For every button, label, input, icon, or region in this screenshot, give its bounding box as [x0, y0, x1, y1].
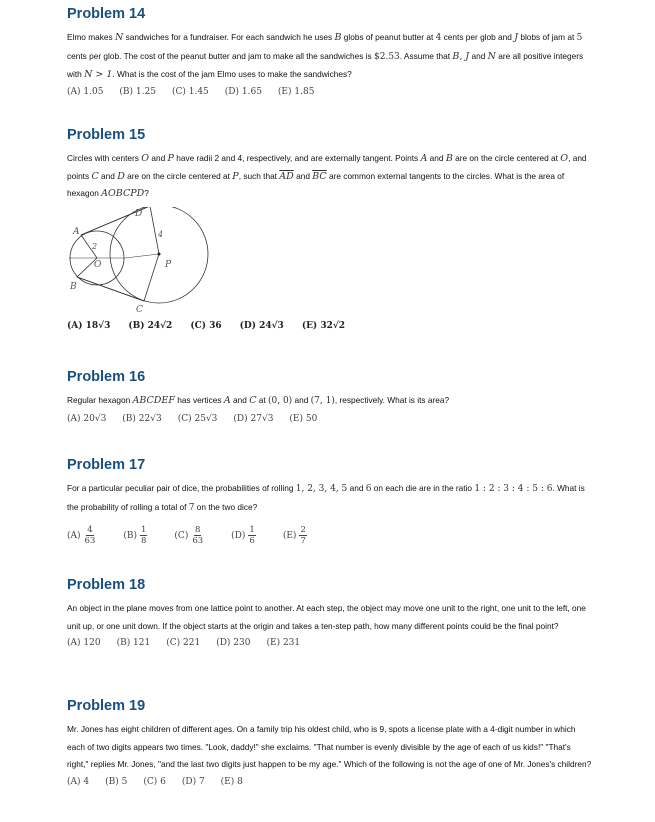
- choice-e: (E) 231: [266, 638, 301, 648]
- center-p-dot: [158, 252, 161, 255]
- choice-d: (D) 24√3: [239, 320, 284, 331]
- problem-title: Problem 17: [67, 457, 146, 473]
- label-b: B: [70, 281, 77, 292]
- choice-d: (D) $\frac{1}{6}$: [231, 525, 255, 546]
- answer-choices: [67, 638, 592, 648]
- choice-b: (B) 121: [116, 638, 151, 648]
- tangent-circles-diagram: [67, 207, 217, 315]
- problem-16: [67, 369, 592, 424]
- label-radius-p: 4: [158, 229, 164, 239]
- choice-c: (C) 221: [166, 638, 201, 648]
- problem-title: Problem 16: [67, 369, 146, 385]
- choice-c: (C) 25√3: [177, 413, 218, 424]
- problem-title: Problem 15: [67, 127, 146, 143]
- label-d: D: [135, 208, 143, 219]
- choice-a: (A) 4: [67, 776, 90, 787]
- choice-e: (E) 8: [220, 776, 243, 787]
- choice-e: (E) 32√2: [301, 320, 346, 331]
- problem-19: [67, 698, 592, 787]
- choice-b: (B) 1.25: [119, 86, 156, 97]
- choice-a: (A) 120: [67, 638, 101, 648]
- problem-title: Problem 14: [67, 6, 146, 22]
- problem-17: [67, 457, 592, 546]
- choice-d: (D) 7: [181, 776, 205, 787]
- answer-choices: [67, 777, 592, 787]
- problem-18: [67, 577, 592, 648]
- label-p: P: [165, 259, 172, 270]
- answer-choices: [67, 87, 592, 97]
- label-a: A: [73, 226, 80, 237]
- choice-b: (B) 22√3: [122, 413, 162, 424]
- choice-e: (E) 50: [289, 413, 318, 424]
- answer-choices: [67, 321, 592, 331]
- choice-b: (B) 5: [105, 776, 128, 787]
- problem-text: For a particular peculiar pair of dice, the probabilities of rolling 1, 2, 3, 4, 5 and 6 on each die are in the ratio 1 : 2 : 3 : 4 : 5 : 6. What is the probability of rolling a total of 7 on the two dice?: [67, 483, 585, 513]
- answer-choices: [67, 525, 592, 546]
- answer-choices: [67, 414, 592, 424]
- problem-text: Circles with centers O and P have radii 2 and 4, respectively, and are externally tangent. Points A and B are on the circle centered at O, and points C and D are on the circle centered at P, such that $\overline{AD}$ and $\overline{BC}$ are common external tangents to the circles. What is the area of hexagon AOBCPD?: [67, 153, 587, 199]
- label-o: O: [94, 259, 102, 270]
- choice-a: (A) $\frac{4}{63}$: [67, 525, 96, 546]
- choice-a: (A) 18√3: [67, 320, 111, 331]
- problem-text: Elmo makes N sandwiches for a fundraiser. For each sandwich he uses B globs of peanut butter at 4 cents per glob and J blobs of jam at 5 cents per glob. The cost of the peanut butter and jam to make all the sandwiches is $2.53. Assume that B, J and N are all positive integers with N > 1. What is the cost of the jam Elmo uses to make the sandwiches?: [67, 32, 584, 80]
- choice-c: (C) $\frac{8}{63}$: [174, 525, 204, 546]
- choice-c: (C) 36: [190, 320, 222, 331]
- problem-text: An object in the plane moves from one lattice point to another. At each step, the object may move one unit to the right, one unit to the left, one unit up, or one unit down. If the object starts at the origin and takes a ten-step path, how many different points could be the final point?: [67, 603, 586, 631]
- center-line-p: [125, 254, 159, 258]
- choice-b: (B) $\frac{1}{8}$: [123, 525, 147, 546]
- label-c: C: [136, 304, 143, 315]
- choice-e: (E) 1.85: [277, 86, 315, 97]
- choice-a: (A) 1.05: [67, 86, 104, 97]
- problem-text: Mr. Jones has eight children of different ages. On a family trip his oldest child, who is 9, spots a license plate with a 4-digit number in which each of two digits appears two times. "Look, daddy!" she exclaims. "That number is evenly divisible by the age of each of us kids!" "That's right," replies Mr. Jones, "and the last two digits just happen to be my age." Which of the following is not the age of one of Mr. Jones's children?: [67, 724, 592, 769]
- choice-a: (A) 20√3: [67, 413, 107, 424]
- choice-d: (D) 27√3: [233, 413, 274, 424]
- choice-b: (B) 24√2: [128, 320, 173, 331]
- problem-15: [67, 127, 592, 331]
- hexagon-aobcpd: [77, 207, 159, 301]
- problem-title: Problem 19: [67, 698, 146, 714]
- problem-14: [67, 6, 592, 97]
- label-radius-o: 2: [92, 241, 98, 251]
- choice-d: (D) 1.65: [224, 86, 262, 97]
- choice-e: (E) $\frac{2}{7}$: [282, 525, 306, 546]
- choice-c: (C) 6: [143, 776, 166, 787]
- choice-c: (C) 1.45: [171, 86, 209, 97]
- choice-d: (D) 230: [216, 638, 251, 648]
- problem-text: Regular hexagon ABCDEF has vertices A and C at (0, 0) and (7, 1), respectively. What is its area?: [67, 395, 450, 406]
- problem-title: Problem 18: [67, 577, 146, 593]
